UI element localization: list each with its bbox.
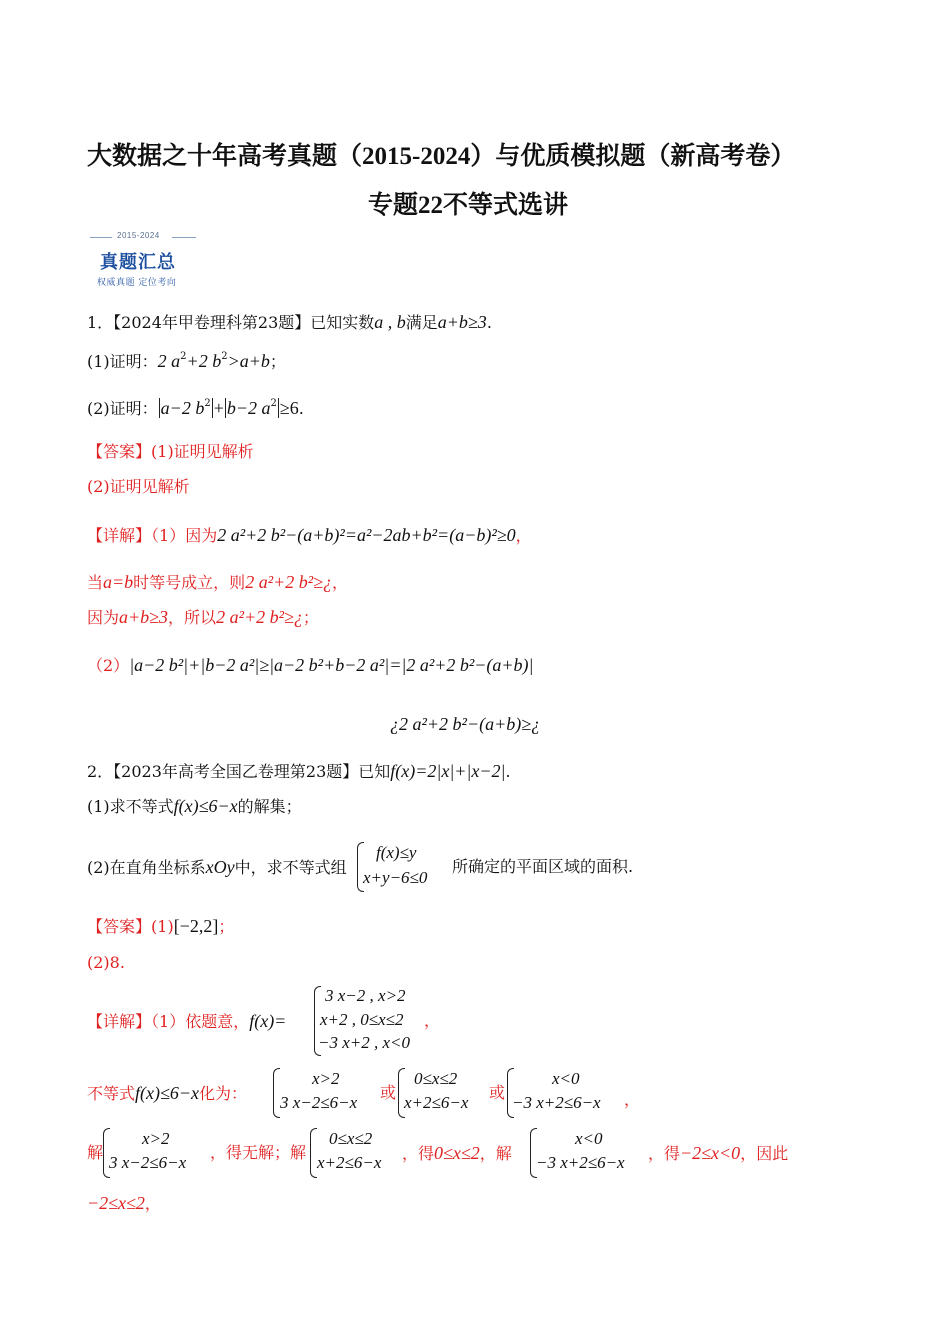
detail-label: 【详解】 [87, 526, 152, 545]
problem-1-detail-3 [87, 607, 319, 628]
problem-2-part-2-end: 所确定的平面区域的面积. [452, 857, 634, 876]
detail-text: 因为 [87, 608, 120, 627]
detail-text: 化为： [199, 1084, 248, 1103]
math: 2 a [157, 351, 181, 371]
piece-2: x+2 , 0≤x≤2 [320, 1010, 404, 1029]
answer-label: 【答案】 [87, 442, 152, 461]
answer-text: (1) [151, 917, 174, 936]
math: f(x)≤6−x [173, 796, 238, 816]
math: [−2,2] [173, 916, 219, 936]
math: a=b [103, 572, 134, 592]
detail-label: 【详解】 [87, 1012, 152, 1031]
sysB-2: x+2≤6−x [317, 1153, 382, 1172]
sysA-2: 3 x−2≤6−x [280, 1093, 358, 1112]
detail-text: 中，求不等式组 [234, 858, 347, 877]
punct: ， [515, 526, 532, 545]
math: a−2 b [160, 398, 205, 418]
sysA-1: x>2 [142, 1129, 170, 1148]
problem-2-part-1 [87, 796, 302, 817]
math: 2 a²+2 b²≥¿ [245, 572, 333, 592]
problem-2-answer-2: (2)8. [87, 953, 125, 972]
system-line-2: x+y−6≤0 [363, 868, 428, 887]
problem-1-stem [87, 312, 492, 333]
math: ≥6 [279, 398, 299, 418]
math: −2≤x≤2 [87, 1193, 145, 1213]
part-label: (1)求不等式 [87, 797, 174, 816]
detail-text: ，所以 [168, 608, 217, 627]
detail-text: （2） [87, 656, 130, 675]
detail-text: 的解集； [237, 797, 302, 816]
problem-1-answer-2: (2)证明见解析 [87, 477, 190, 496]
sysB-1: 0≤x≤2 [329, 1129, 373, 1148]
part-label: (1)证明： [87, 352, 158, 371]
math: a+b≥3 [119, 607, 169, 627]
logo-title: 真题汇总 [100, 252, 176, 273]
punct: . [298, 399, 304, 418]
math: 2 a²+2 b²≥¿ [216, 607, 303, 627]
or-2: 或 [489, 1083, 506, 1102]
problem-2-stem [87, 761, 511, 782]
sysC-1: x<0 [552, 1069, 580, 1088]
math: 0≤x≤2 [434, 1143, 480, 1163]
math: ¿2 a²+2 b²−(a+b)≥¿ [390, 714, 541, 734]
math: −2≤x<0 [680, 1143, 741, 1163]
detail-3-r2 [402, 1143, 512, 1164]
punct: ， [332, 573, 349, 592]
math: f(x)=2|x|+|x−2| [390, 761, 506, 781]
system-line-1: f(x)≤y [376, 843, 417, 862]
sysB-2: x+2≤6−x [404, 1093, 469, 1112]
math: 2 a²+2 b²−(a+b)²=a²−2ab+b²=(a−b)²≥0 [217, 525, 516, 545]
problem-1-condition: a+b≥3 [437, 312, 487, 332]
or-1: 或 [380, 1083, 397, 1102]
math: f(x)≤6−x [135, 1083, 200, 1103]
punct: ； [302, 608, 319, 627]
logo-subtitle: 权威真题 定位考向 [97, 278, 177, 288]
problem-2-detail-2 [87, 1083, 247, 1104]
detail-text: ，解 [479, 1144, 512, 1163]
part-label: (2)证明： [87, 399, 158, 418]
piece-3: −3 x+2 , x<0 [318, 1033, 411, 1052]
problem-1-source: 1．【2024年甲卷理科第23题】已知实数 [87, 313, 375, 332]
sysC-2: −3 x+2≤6−x [536, 1153, 625, 1172]
problem-1-part-2: (2)证明： a−2 $b^2 + b-2$ $a^2 \ge 6$. [87, 398, 304, 418]
problem-1-text: 满足 [405, 313, 438, 332]
detail-3-r4 [648, 1143, 788, 1164]
math: |a−2 b²|+|b−2 a²|≥|a−2 b²+b−2 a²|=|2 a²+2 b²−(a+b)| [129, 655, 534, 675]
problem-2-answer [87, 916, 234, 937]
punct: ； [218, 917, 235, 936]
detail-text: （1）依题意， [151, 1012, 250, 1031]
sysC-2: −3 x+2≤6−x [512, 1093, 601, 1112]
problem-1-detail-5 [390, 714, 540, 735]
problem-1-detail-4 [87, 655, 533, 676]
problem-2-detail-4 [87, 1193, 161, 1214]
detail-3-solve: 解 [87, 1143, 104, 1162]
logo-years: 2015-2024 [117, 231, 160, 240]
math: xOy [205, 857, 235, 877]
detail-text: ，因此 [740, 1144, 789, 1163]
detail-text: 时等号成立，则 [133, 573, 246, 592]
sysB-1: 0≤x≤2 [414, 1069, 458, 1088]
punct: ， [424, 1011, 441, 1030]
detail-text: （1）因为 [151, 526, 218, 545]
problem-1-answer [87, 442, 254, 462]
sysC-1: x<0 [575, 1129, 603, 1148]
problem-1-period: . [486, 313, 492, 332]
detail-3-r1: ，得无解；解 [210, 1143, 307, 1162]
problem-1-vars: a , b [374, 312, 406, 332]
page-title: 大数据之十年高考真题（2015-2024）与优质模拟题（新高考卷） [87, 143, 796, 170]
answer-text: (1)证明见解析 [151, 442, 254, 461]
problem-1-detail-1 [87, 525, 532, 546]
sysA-2: 3 x−2≤6−x [109, 1153, 187, 1172]
answer-label: 【答案】 [87, 917, 152, 936]
page-subtitle: 专题22不等式选讲 [368, 192, 569, 219]
part-label: (2)在直角坐标系 [87, 858, 206, 877]
math: +2 b [186, 351, 222, 371]
sysA-1: x>2 [312, 1069, 340, 1088]
punct: ， [144, 1194, 161, 1213]
problem-1-detail-2 [87, 572, 348, 593]
problem-2-detail-1 [87, 1011, 286, 1032]
math: >a+b [227, 351, 270, 371]
math: f(x)= [249, 1011, 287, 1031]
problem-1-part-1: (1)证明：2 $a^2+2$ $b^2>a+b$； [87, 351, 286, 371]
problem-2-part-2 [87, 857, 347, 878]
detail-text: ，得 [402, 1144, 435, 1163]
math: b−2 a [226, 398, 271, 418]
punct: . [505, 762, 511, 781]
piece-1: 3 x−2 , x>2 [325, 986, 406, 1005]
detail-text: 不等式 [87, 1084, 136, 1103]
problem-2-source: 2．【2023年高考全国乙卷理第23题】已知 [87, 762, 391, 781]
punct: ； [269, 352, 286, 371]
punct: ， [624, 1090, 641, 1109]
detail-text: ，得 [648, 1144, 681, 1163]
detail-text: 当 [87, 573, 104, 592]
